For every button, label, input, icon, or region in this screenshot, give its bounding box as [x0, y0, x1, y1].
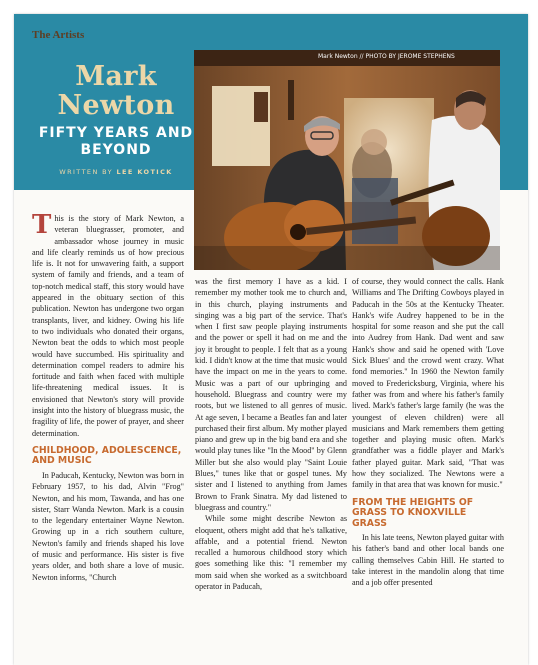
- text-column-1: [32, 210, 184, 583]
- article-title: Mark Newton: [57, 61, 175, 121]
- paragraph: In Paducah, Kentucky, Newton was born in February 1957, to his dad, Alvin "Frog" Newton, and his mom, Tawanda, and has one sister, Starr Wanda Newton. Mark is a cousin to the legendary entertainer Wayne Newton. Growing up in a rich southern culture, Newton's family and friends shaped his love of music and performance. His sister is five years older, and both share a love of music. Newton informs, "Church: [32, 470, 184, 582]
- paragraph: was the first memory I have as a kid. I remember my mother took me to church and, in this church, playing instruments and singing was a big part of the service. That's when I first saw people playing instruments and the power or spell it had on me and the joy it brought to people. I felt that as a young kid. I didn't know at the time that music would have the impact on me in the years to come. Music was a part of our upbringing and household. Bluegrass and country were my roots, but we listened to all genres of music. At age seven, I became a Beatles fan and later purchased their first album. My mother played piano and grew up in the big band era and she would play tunes like "In the Mood" by Glenn Miller but she also would play "Saint Louie Blues," tunes like that or gospel tunes. My sister and I listened to anything from James Brown to Frank Sinatra. My dad listened to bluegrass and country.": [195, 277, 347, 512]
- paragraph: In his late teens, Newton played guitar with his father's band and other local bands one calling themselves Cabin Hill. He started to take interest in the mandolin along that time and a job offer presented: [352, 533, 504, 588]
- intro-paragraph: [32, 210, 184, 439]
- text-column-3: [352, 276, 504, 589]
- photo-credit: Mark Newton // PHOTO BY JEROME STEPHENS: [318, 53, 455, 60]
- subhead-heights-of-grass: FROM THE HEIGHTS OF GRASS TO KNOXVILLE GRASS: [352, 496, 474, 529]
- magazine-page: [14, 14, 528, 665]
- drop-cap: T: [32, 210, 52, 240]
- title-block: [32, 62, 200, 176]
- byline-author: LEE KOTICK: [116, 168, 173, 176]
- subhead-childhood: CHILDHOOD, ADOLESCENCE, AND MUSIC: [32, 444, 182, 467]
- article-photo: [194, 50, 500, 270]
- byline: [32, 168, 200, 176]
- paragraph: of course, they would connect the calls. Hank Williams and The Drifting Cowboys played in Paducah in the 50s at the Kentucky Theater. Hank's wife Audrey happened to be in the hospital for some reason and she put the call into Audrey from Hank. Dad went and saw Hank's show and said he opened with 'Love Sick Blues' and the crowd went crazy. What fond memories." In 1960 the Newton family moved to Fredericksburg, Virginia, where his father was from and where his father's family lived. Mark's father's large family (he was the youngest of eleven children) were all musicians and Mark remembers them getting together and playing music often. Mark's grandfather was a fiddle player and Mark's father played guitar. Mark said, "That was how they socialized. The Newtons were a family in that area that was known for music.": [352, 277, 504, 490]
- text-column-2: [195, 276, 347, 592]
- article-subtitle: FIFTY YEARS AND BEYOND: [38, 125, 194, 158]
- paragraph: While some might describe Newton as eloquent, others might add that he's talkative, affable, and a potential friend. Newton recalled a humorous childhood story which goes something like this: "I remember my mom said when she worked as a switchboard operator in Paducah,: [195, 514, 347, 592]
- intro-text: his is the story of Mark Newton, a veteran bluegrasser, promoter, and ambassador whose journey in music and life clearly reminds us of how precious life is. It not for unwavering faith, a support system of family and friends, and a team of top-notch medical staff, this story would have appeared in the obituary section of this publication. Newton has undergone two organ transplants, liver, and kidney. Owing his life to two individuals who donated their organs, Newton beat the odds to which most people would have succumbed. His spirituality and determination compel readers to admire his fortitude and faith when faced with multiple life-threatening medical issues. It is envisioned that Newton's story will provide insight into the history of bluegrass music, the fragility of life, the power of prayer, and sheer determination.: [32, 214, 184, 438]
- byline-prefix: WRITTEN BY: [59, 168, 114, 176]
- section-tag: The Artists: [32, 29, 85, 41]
